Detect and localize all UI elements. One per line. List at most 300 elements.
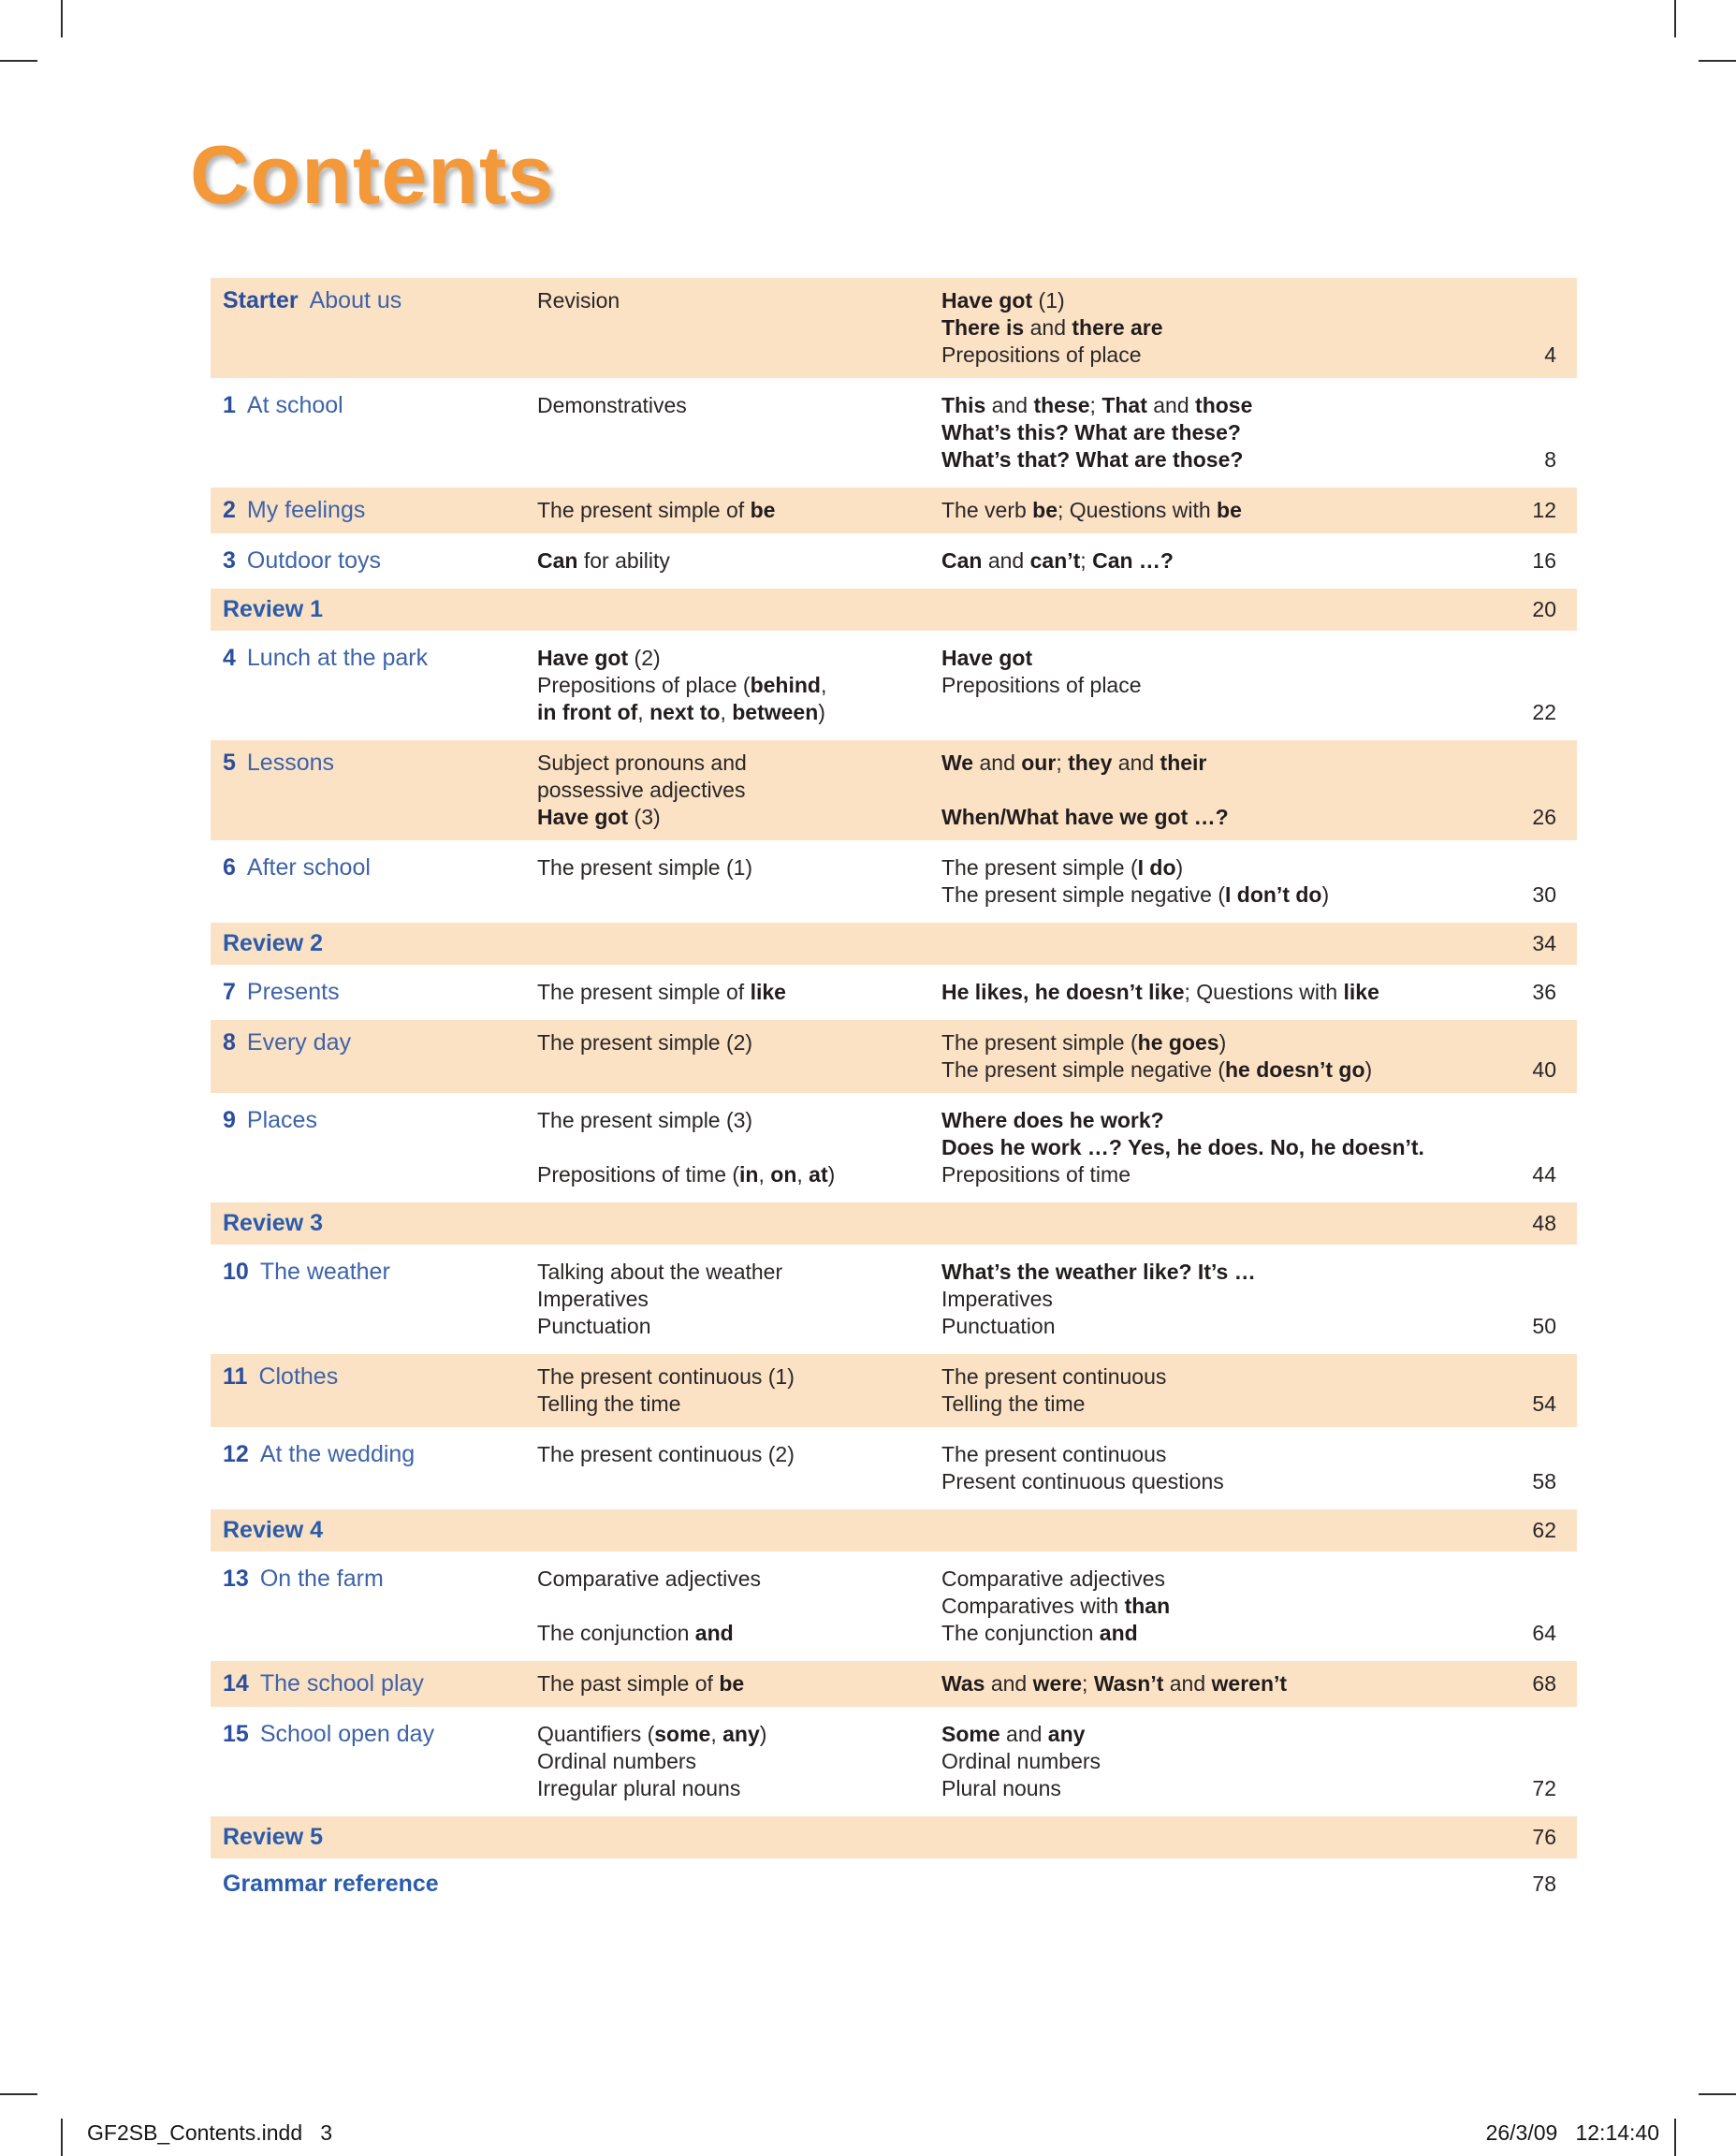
grammar-cell bbox=[537, 750, 941, 831]
unit-number: 4 bbox=[223, 645, 236, 671]
unit-cell bbox=[223, 1363, 537, 1418]
text-line bbox=[537, 750, 941, 777]
examples-cell bbox=[941, 1107, 1466, 1188]
text-line bbox=[537, 1566, 941, 1593]
bold-text: be bbox=[1217, 498, 1242, 522]
text-line bbox=[941, 1468, 1466, 1495]
bold-text: there are bbox=[1072, 315, 1163, 340]
text: Revision bbox=[537, 288, 620, 313]
unit-title: After school bbox=[246, 854, 371, 881]
page-number: 54 bbox=[1532, 1391, 1556, 1416]
text: (3) bbox=[628, 805, 661, 829]
unit-cell bbox=[223, 1566, 537, 1647]
text-line bbox=[941, 287, 1466, 314]
unit-cell bbox=[223, 645, 537, 726]
page-title: Contents bbox=[190, 128, 555, 221]
bold-text: Have got bbox=[941, 288, 1033, 313]
text: The conjunction bbox=[537, 1621, 695, 1645]
examples-cell bbox=[941, 497, 1466, 524]
text: , bbox=[720, 700, 733, 724]
crop-mark bbox=[61, 2119, 63, 2156]
toc-unit-row bbox=[211, 1249, 1577, 1349]
text: The present simple of bbox=[537, 980, 751, 1004]
text: and bbox=[985, 393, 1034, 417]
text: ; bbox=[1080, 548, 1093, 573]
text: ) bbox=[1175, 855, 1184, 880]
bold-text: Some bbox=[941, 1722, 1000, 1746]
text-line bbox=[537, 547, 941, 575]
bold-text: at bbox=[809, 1162, 828, 1187]
text: The past simple of bbox=[537, 1671, 720, 1696]
text: The present simple ( bbox=[941, 1030, 1138, 1055]
text: The present simple negative ( bbox=[941, 882, 1225, 907]
text-line bbox=[941, 1107, 1466, 1134]
text: Punctuation bbox=[941, 1314, 1056, 1338]
review-label: Grammar reference bbox=[223, 1871, 439, 1897]
text: Telling the time bbox=[941, 1391, 1086, 1416]
grammar-cell bbox=[537, 1566, 941, 1647]
unit-title: On the farm bbox=[259, 1566, 384, 1592]
bold-text: That bbox=[1101, 393, 1147, 417]
text: The present continuous bbox=[941, 1442, 1167, 1466]
text: Ordinal numbers bbox=[537, 1749, 697, 1773]
bold-text: like bbox=[750, 980, 786, 1004]
grammar-cell bbox=[537, 392, 941, 473]
unit-number: 3 bbox=[223, 547, 236, 574]
page-number: 58 bbox=[1532, 1469, 1556, 1493]
toc-unit-row bbox=[211, 845, 1577, 918]
text-line bbox=[537, 1161, 941, 1188]
text: , bbox=[637, 700, 650, 724]
grammar-cell bbox=[537, 1029, 941, 1084]
text: , bbox=[820, 673, 827, 697]
examples-cell bbox=[941, 1566, 1466, 1647]
unit-cell bbox=[223, 1107, 537, 1188]
text: ; bbox=[1056, 750, 1069, 775]
text: Prepositions of place bbox=[941, 342, 1142, 367]
toc-unit-row bbox=[211, 1020, 1577, 1093]
bold-text: like bbox=[1343, 980, 1379, 1004]
text-line bbox=[537, 1286, 941, 1313]
text: The present continuous (2) bbox=[537, 1442, 795, 1466]
bold-text: were bbox=[1032, 1671, 1083, 1696]
text: , bbox=[710, 1722, 723, 1746]
text: ) bbox=[759, 1722, 767, 1746]
unit-cell bbox=[223, 1670, 537, 1697]
text-line bbox=[537, 1363, 941, 1391]
text-line bbox=[537, 1313, 941, 1340]
bold-text: and bbox=[694, 1621, 734, 1645]
bold-text: When/What have we got …? bbox=[941, 805, 1229, 829]
text: Imperatives bbox=[941, 1287, 1053, 1311]
unit-cell bbox=[223, 1029, 537, 1084]
toc-unit-row bbox=[211, 1661, 1577, 1707]
bold-text: be bbox=[1032, 498, 1058, 522]
unit-title: At the wedding bbox=[259, 1441, 416, 1467]
bold-text: Can …? bbox=[1092, 548, 1174, 573]
unit-number: 12 bbox=[223, 1441, 249, 1467]
unit-number: 2 bbox=[223, 497, 236, 523]
text: and bbox=[985, 1671, 1033, 1696]
text: The present simple of bbox=[537, 498, 751, 522]
text-line bbox=[941, 1259, 1466, 1286]
text-line bbox=[941, 854, 1466, 881]
grammar-cell bbox=[537, 497, 941, 524]
bold-text: their bbox=[1160, 750, 1207, 775]
review-label: Review 5 bbox=[223, 1824, 324, 1850]
toc-unit-row bbox=[211, 1712, 1577, 1812]
text-line bbox=[941, 750, 1466, 777]
review-label: Review 1 bbox=[223, 596, 324, 622]
text-line bbox=[537, 1620, 941, 1647]
bold-text: He likes, he doesn’t like bbox=[941, 980, 1185, 1004]
text: Talking about the weather bbox=[537, 1260, 783, 1284]
examples-cell bbox=[941, 750, 1466, 831]
text: Comparatives with bbox=[941, 1594, 1125, 1618]
bold-text: those bbox=[1195, 393, 1253, 417]
unit-title: At school bbox=[246, 392, 343, 418]
bold-text: these bbox=[1033, 393, 1090, 417]
text: Ordinal numbers bbox=[941, 1749, 1101, 1773]
toc-unit-row bbox=[211, 383, 1577, 483]
text-line bbox=[941, 1313, 1466, 1340]
text: (1) bbox=[1032, 288, 1065, 313]
page-number: 30 bbox=[1532, 882, 1556, 907]
text-line bbox=[537, 979, 941, 1006]
toc-review-row bbox=[211, 923, 1577, 965]
bold-text: Have got bbox=[537, 805, 629, 829]
text: The present continuous bbox=[941, 1364, 1167, 1389]
crop-mark bbox=[1674, 2119, 1676, 2156]
page-number: 34 bbox=[1532, 931, 1556, 955]
examples-cell bbox=[941, 979, 1466, 1006]
bold-text: What’s this? What are these? bbox=[941, 420, 1241, 444]
text: ; Questions with bbox=[1058, 498, 1218, 522]
unit-title: School open day bbox=[259, 1721, 435, 1747]
examples-cell bbox=[941, 854, 1466, 909]
unit-number: 13 bbox=[223, 1566, 249, 1592]
footer-timestamp: 26/3/09 12:14:40 bbox=[1485, 2120, 1659, 2145]
toc-unit-row bbox=[211, 1354, 1577, 1427]
grammar-cell bbox=[537, 979, 941, 1006]
bold-text: between bbox=[732, 700, 819, 724]
examples-cell bbox=[941, 287, 1466, 369]
text-line bbox=[537, 1107, 941, 1134]
bold-text: than bbox=[1124, 1594, 1171, 1618]
text-line bbox=[941, 1670, 1466, 1697]
text-line bbox=[537, 392, 941, 419]
text: Comparative adjectives bbox=[941, 1566, 1166, 1591]
crop-mark bbox=[0, 2093, 37, 2095]
text-line bbox=[941, 1721, 1466, 1748]
bold-text: Have got bbox=[537, 646, 629, 670]
bold-text: Where does he work? bbox=[941, 1108, 1164, 1132]
text-line bbox=[941, 1441, 1466, 1468]
text-line bbox=[941, 446, 1466, 473]
toc-unit-row bbox=[211, 969, 1577, 1015]
text-line bbox=[941, 1391, 1466, 1418]
crop-mark bbox=[1699, 2093, 1736, 2095]
unit-cell bbox=[223, 1721, 537, 1802]
page-number: 68 bbox=[1532, 1671, 1556, 1696]
toc-review-row bbox=[211, 1509, 1577, 1551]
toc-unit-row bbox=[211, 1098, 1577, 1198]
page-number: 64 bbox=[1532, 1621, 1556, 1645]
text: (2) bbox=[628, 646, 661, 670]
page-number: 20 bbox=[1532, 597, 1556, 621]
bold-text: I do bbox=[1137, 855, 1176, 880]
text: Prepositions of place bbox=[941, 673, 1142, 697]
bold-text: he doesn’t go bbox=[1225, 1057, 1365, 1082]
toc-review-row bbox=[211, 589, 1577, 631]
toc-unit-row bbox=[211, 635, 1577, 736]
bold-text: This bbox=[941, 393, 986, 417]
text: and bbox=[1163, 1671, 1212, 1696]
text-line bbox=[941, 1029, 1466, 1056]
toc-unit-row bbox=[211, 1556, 1577, 1656]
text-line bbox=[537, 1441, 941, 1468]
unit-cell bbox=[223, 497, 537, 524]
examples-cell bbox=[941, 1363, 1466, 1418]
footer-filename: GF2SB_Contents.indd 3 bbox=[87, 2120, 333, 2145]
text-line bbox=[537, 1670, 941, 1697]
text: The present simple (1) bbox=[537, 855, 753, 880]
page-number: 26 bbox=[1532, 805, 1556, 829]
examples-cell bbox=[941, 1670, 1466, 1697]
text: Telling the time bbox=[537, 1391, 681, 1416]
text: ) bbox=[818, 700, 825, 724]
unit-title: Lunch at the park bbox=[246, 645, 429, 671]
grammar-cell bbox=[537, 547, 941, 575]
text: Imperatives bbox=[537, 1287, 649, 1311]
unit-number: 9 bbox=[223, 1107, 236, 1133]
page-number: 62 bbox=[1532, 1518, 1556, 1542]
review-label: Review 2 bbox=[223, 930, 324, 956]
text: and bbox=[1112, 750, 1160, 775]
bold-text: Wasn’t bbox=[1093, 1671, 1164, 1696]
text-line bbox=[537, 1748, 941, 1775]
text-line bbox=[537, 804, 941, 831]
text: ; Questions with bbox=[1184, 980, 1344, 1004]
unit-number: 6 bbox=[223, 854, 236, 881]
crop-mark bbox=[0, 60, 37, 62]
bold-text: Was bbox=[941, 1671, 985, 1696]
text-line bbox=[537, 497, 941, 524]
unit-number: 10 bbox=[223, 1259, 249, 1285]
review-label: Review 3 bbox=[223, 1210, 324, 1236]
grammar-cell bbox=[537, 1441, 941, 1495]
page-number: 8 bbox=[1544, 447, 1556, 472]
unit-cell bbox=[223, 1441, 537, 1495]
unit-number: 8 bbox=[223, 1029, 236, 1056]
bold-text: they bbox=[1068, 750, 1113, 775]
unit-title: My feelings bbox=[246, 497, 366, 523]
text: Punctuation bbox=[537, 1314, 651, 1338]
text: Present continuous questions bbox=[941, 1469, 1224, 1493]
text-line bbox=[537, 1391, 941, 1418]
unit-title: Clothes bbox=[258, 1363, 339, 1390]
unit-number: 11 bbox=[223, 1363, 248, 1390]
text: and bbox=[1146, 393, 1196, 417]
text: Plural nouns bbox=[941, 1776, 1061, 1800]
unit-cell bbox=[223, 1259, 537, 1340]
crop-mark bbox=[1699, 60, 1736, 62]
examples-cell bbox=[941, 1029, 1466, 1084]
grammar-cell bbox=[537, 645, 941, 726]
text: , bbox=[758, 1162, 771, 1187]
unit-title: Lessons bbox=[246, 750, 335, 776]
bold-text: Can bbox=[941, 548, 983, 573]
examples-cell bbox=[941, 1721, 1466, 1802]
page-number: 72 bbox=[1532, 1776, 1556, 1800]
unit-title: Outdoor toys bbox=[246, 547, 382, 574]
text: possessive adjectives bbox=[537, 778, 746, 802]
text: The verb bbox=[941, 498, 1033, 522]
bold-text: any bbox=[722, 1722, 760, 1746]
text-line bbox=[941, 645, 1466, 672]
page-number: 44 bbox=[1532, 1162, 1556, 1187]
text-line bbox=[941, 392, 1466, 419]
text-line bbox=[941, 1056, 1466, 1084]
page-number: 48 bbox=[1532, 1211, 1556, 1235]
text-line bbox=[941, 547, 1466, 575]
text: Prepositions of time ( bbox=[537, 1162, 740, 1187]
toc-unit-row bbox=[211, 488, 1577, 533]
text-line bbox=[941, 1286, 1466, 1313]
grammar-cell bbox=[537, 1363, 941, 1418]
bold-text: weren’t bbox=[1211, 1671, 1288, 1696]
page-number: 12 bbox=[1532, 498, 1556, 522]
examples-cell bbox=[941, 392, 1466, 473]
unit-title: The weather bbox=[259, 1259, 390, 1285]
bold-text: in front of bbox=[537, 700, 638, 724]
unit-title: Every day bbox=[246, 1029, 352, 1056]
text: The present continuous (1) bbox=[537, 1364, 795, 1389]
bold-text: on bbox=[770, 1162, 797, 1187]
page-number: 50 bbox=[1532, 1314, 1556, 1338]
text: Irregular plural nouns bbox=[537, 1776, 741, 1800]
text: The present simple (3) bbox=[537, 1108, 753, 1132]
text: ) bbox=[1218, 1030, 1227, 1055]
text-line bbox=[537, 1593, 941, 1620]
text-line bbox=[537, 672, 941, 699]
text-line bbox=[537, 777, 941, 804]
unit-cell bbox=[223, 287, 537, 369]
text-line bbox=[941, 419, 1466, 446]
unit-title: About us bbox=[309, 287, 402, 313]
text: for ability bbox=[577, 548, 670, 573]
toc-unit-row bbox=[211, 740, 1577, 840]
unit-number: 14 bbox=[223, 1670, 249, 1697]
bold-text: We bbox=[941, 750, 974, 775]
text: and bbox=[1024, 315, 1072, 340]
page-number: 76 bbox=[1532, 1825, 1556, 1849]
text-line bbox=[941, 672, 1466, 699]
text: ; bbox=[1089, 393, 1102, 417]
text-line bbox=[537, 854, 941, 881]
bold-text: Does he work …? Yes, he does. No, he doesn’t. bbox=[941, 1135, 1424, 1159]
bold-text: behind bbox=[750, 673, 821, 697]
text-line bbox=[537, 1775, 941, 1802]
unit-number: Starter bbox=[223, 287, 299, 313]
unit-number: 7 bbox=[223, 979, 236, 1005]
bold-text: What’s the weather like? It’s … bbox=[941, 1260, 1256, 1284]
page-number: 22 bbox=[1532, 700, 1556, 724]
toc-review-row bbox=[211, 1863, 1577, 1905]
text-line bbox=[537, 287, 941, 314]
text-line bbox=[941, 1134, 1466, 1161]
bold-text: be bbox=[750, 498, 776, 522]
text-line bbox=[537, 645, 941, 672]
text-line bbox=[941, 1363, 1466, 1391]
text-line bbox=[941, 342, 1466, 369]
grammar-cell bbox=[537, 1670, 941, 1697]
text-line bbox=[941, 1775, 1466, 1802]
text: ) bbox=[1364, 1057, 1373, 1082]
page-number: 40 bbox=[1532, 1057, 1556, 1082]
text-line bbox=[537, 1721, 941, 1748]
text: and bbox=[973, 750, 1022, 775]
text-line bbox=[941, 804, 1466, 831]
page-number: 78 bbox=[1532, 1872, 1556, 1896]
unit-cell bbox=[223, 854, 537, 909]
text: Quantifiers ( bbox=[537, 1722, 655, 1746]
unit-cell bbox=[223, 979, 537, 1006]
text: , bbox=[796, 1162, 810, 1187]
bold-text: What’s that? What are those? bbox=[941, 447, 1244, 472]
bold-text: There is bbox=[941, 315, 1025, 340]
text-line bbox=[537, 699, 941, 726]
bold-text: I don’t do bbox=[1225, 882, 1322, 907]
text-line bbox=[941, 1161, 1466, 1188]
unit-cell bbox=[223, 750, 537, 831]
bold-text: in bbox=[739, 1162, 759, 1187]
examples-cell bbox=[941, 547, 1466, 575]
toc-unit-row bbox=[211, 538, 1577, 584]
grammar-cell bbox=[537, 287, 941, 369]
text: The present simple ( bbox=[941, 855, 1138, 880]
bold-text: some bbox=[654, 1722, 711, 1746]
unit-number: 5 bbox=[223, 750, 236, 776]
unit-title: The school play bbox=[259, 1670, 424, 1697]
bold-text: Can bbox=[537, 548, 578, 573]
bold-text: Have got bbox=[941, 646, 1033, 670]
text-line bbox=[941, 497, 1466, 524]
bold-text: can’t bbox=[1029, 548, 1081, 573]
text: The present simple (2) bbox=[537, 1030, 753, 1055]
page-number: 4 bbox=[1544, 342, 1556, 367]
toc-review-row bbox=[211, 1202, 1577, 1245]
examples-cell bbox=[941, 645, 1466, 726]
unit-title: Presents bbox=[246, 979, 340, 1005]
page-number: 36 bbox=[1532, 980, 1556, 1004]
text: ; bbox=[1082, 1671, 1094, 1696]
toc-review-row bbox=[211, 1816, 1577, 1858]
text: and bbox=[999, 1722, 1048, 1746]
text: and bbox=[982, 548, 1030, 573]
text-line bbox=[941, 314, 1466, 342]
unit-number: 1 bbox=[223, 392, 236, 418]
text-line bbox=[537, 1029, 941, 1056]
page-number: 16 bbox=[1532, 548, 1556, 573]
bold-text: any bbox=[1047, 1722, 1086, 1746]
text-line bbox=[941, 777, 1466, 804]
text: ) bbox=[827, 1162, 836, 1187]
text-line bbox=[941, 1748, 1466, 1775]
grammar-cell bbox=[537, 1107, 941, 1188]
text-line bbox=[941, 1566, 1466, 1593]
bold-text: he goes bbox=[1137, 1030, 1219, 1055]
